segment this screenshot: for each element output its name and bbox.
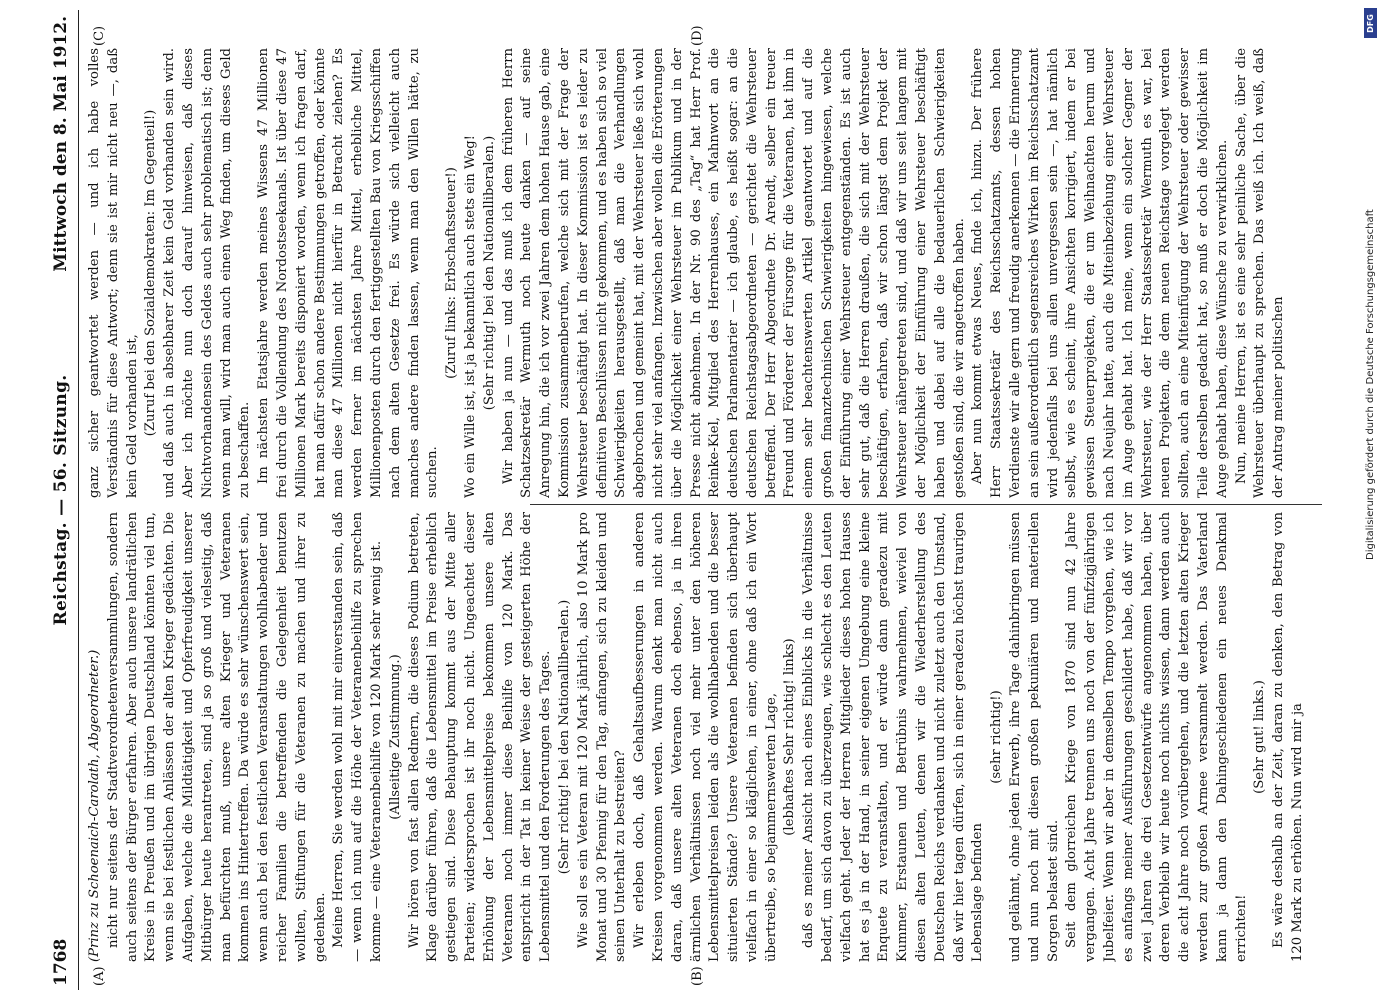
paragraph: und gelähmt, ohne jeden Erwerb, ihre Tage dahinbringen müssen und nun noch mit diesen großen pekuniären und materiellen Sorgen belastet sind.	[1008, 512, 1061, 962]
paragraph: Aber nun kommt etwas Neues, finde ich, hinzu. Der frühere Herr Staatssekretär des Reichsschatzamts, dessen hohen Verdienste wir alle gern und freudig anerkennen — die Erinnerung an sein außerordentlich segensreiches Wirken im Reichsschatzamt wird jedenfalls bei uns allen unvergessen sein —, hat nämlich selbst, wie es scheint, ihre Ansichten korrigiert, indem er bei gewissen Steuerprojekten, die er um Weihnachten herum und nach Neujahr hatte, auch die Miteinbeziehung einer Wehrsteuer im Auge gehabt hat. Ich meine, wenn ein solcher Gegner der Wehrsteuer, wie der Herr Staatssekretär Wermuth es war, bei neuen Projekten, die dem neuen Reichstage vorgelegt werden sollten, auch an eine Miteinfügung der Wehrsteuer oder gewisser Teile derselben gedacht hat, so muß er doch die Möglichkeit im Auge gehabt haben, diese Wünsche zu verwirklichen.	[970, 48, 1230, 498]
paragraph: und daß auch in absehbarer Zeit kein Geld vorhanden sein wird. Aber ich möchte nun doch darauf hinweisen, daß dieses Nichtvorhandensein des Geldes auch sehr problematisch ist; denn wenn man will, wird man auch einen Weg finden, um dieses Geld zu beschaffen.	[162, 48, 253, 498]
paragraph: daß es meiner Ansicht nach eines Einblicks in die Verhältnisse bedarf, um sich davon zu überzeugen, wie schlecht es den Leuten vielfach geht. Jeder der Herren Mitglieder dieses hohen Hauses hat es ja in der Hand, in seiner eigenen Umgebung eine kleine Enquete zu veranstalten, und er würde dann geradezu mit Kummer, Erstaunen und Betrübnis wahrnehmen, wieviel von diesen alten Leuten, denen wir die Wiederherstellung des Deutschen Reichs verdanken und nicht zuletzt auch den Umstand, daß wir hier tagen dürfen, sich in einer geradezu höchst traurigen Lebenslage befinden	[801, 512, 986, 962]
paragraph: Im nächsten Etatsjahre werden meines Wissens 47 Millionen frei durch die Vollendung des Nordostseekanals. Ist über diese 47 Millionen Mark bereits disponiert worden, wenn ich fragen darf, hat man dafür schon andere Bestimmungen getroffen, oder könnte man diese 47 Millionen nicht hierfür in Betracht ziehen? Es werden ferner im nächsten Jahre Mittel, erhebliche Mittel, Millionenposten durch den fertiggestellten Bau von Kriegsschiffen nach dem alten Gesetze frei. Es würde sich vielleicht auch manches andere finden lassen, wenn man den Willen hätte, zu suchen.	[256, 48, 441, 498]
page-header	[48, 10, 74, 990]
interjection: (Zuruf bei den Sozialdemokraten: Im Gegenteil!)	[143, 109, 159, 437]
margin-marker-d: (D)	[690, 25, 705, 46]
margin-marker-c: (C)	[92, 25, 107, 46]
session-date: Mittwoch den 8. Mai 1912.	[51, 16, 71, 272]
paragraph: Es wäre deshalb an der Zeit, daran zu denken, den Betrag von 120 Mark zu erhöhen. Nun wird mir ja	[1271, 512, 1305, 962]
paragraph: Nun, meine Herren, ist es eine sehr peinliche Sache, über die Wehrsteuer überhaupt zu sprechen. Das weiß ich. Ich weiß, daß der Antrag meiner politischen	[1233, 48, 1287, 498]
margin-marker-a: (A)	[92, 966, 107, 986]
margin-marker-b: (B)	[690, 966, 705, 986]
page-number: 1768	[51, 938, 71, 986]
interjection: (Allseitige Zustimmung.)	[387, 654, 403, 820]
interjection: (Zuruf links: Erbschaftssteuer!)	[444, 167, 460, 379]
paragraph: ganz sicher geantwortet werden — und ich habe volles Verständnis für diese Antwort; denn sie ist mir nicht neu —, daß kein Geld vorhanden ist,	[87, 48, 140, 498]
paragraph: Wir erleben doch, daß Gehaltsaufbesserungen in anderen Kreisen vorgenommen werden. Warum denkt man nicht auch daran, daß unsere alten Veteranen doch ebenso, ja in ihren ärmlichen Verhältnissen noch viel mehr unter den höheren Lebensmittelpreisen leiden als die wohlhabenden und die besser situierten Stände? Unsere Veteranen befinden sich überhaupt vielfach in einer so kläglichen, in einer, ohne daß ich ein Wort übertreibe, so bejammernswerten Lage,	[632, 512, 779, 962]
digitization-credit	[1363, 0, 1379, 1000]
paragraph: Wir hören von fast allen Rednern, die dieses Podium betreten, Klage darüber führen, daß die Lebensmittel im Preise erheblich gestiegen sind. Diese Behauptung kommt aus der Mitte aller Parteien; widersprochen ist ihr noch nicht. Ungeachtet dieser Erhöhung der Lebensmittelpreise bekommen unsere alten Veteranen noch immer diese Beihilfe von 120 Mark. Das entspricht in der Tat in keiner Weise der gesteigerten Höhe der Lebensmittel und den Forderungen des Tages.	[406, 512, 554, 962]
paragraph: Wie soll es ein Veteran mit 120 Mark jährlich, also 10 Mark pro Monat und 30 Pfennig für den Tag, anfangen, sich zu kleiden und seinen Unterhalt zu bestreiten?	[575, 512, 629, 962]
paragraph: Seit dem glorreichen Kriege von 1870 sind nun 42 Jahre vergangen. Acht Jahre trennen uns noch von der fünfzigjährigen Jubelfeier. Wenn wir aber in demselben Tempo vorgehen, wie ich es anfangs meiner Ausführungen geschildert habe, daß wir vor zwei Jahren die drei Gesetzentwürfe angenommen haben, über deren Verbleib wir heute noch nichts wissen, dann werden auch die acht Jahre noch vorübergehen, und die letzten alten Krieger werden zur großen Armee versammelt werden. Das Vaterland kann ja dann den Dahingeschiedenen ein neues Denkmal errichten!	[1064, 512, 1249, 962]
interjection: (lebhaftes Sehr richtig! links)	[782, 638, 798, 836]
column-divider	[530, 504, 1322, 505]
paragraph: Meine Herren, Sie werden wohl mit mir einverstanden sein, daß — wenn ich nun auf die Höhe der Veteranenbeihilfe zu sprechen komme — eine Veteranenbeihilfe von 120 Mark sehr wenig ist.	[331, 512, 384, 962]
header-rule	[78, 10, 79, 990]
paragraph: Wir haben ja nun — und das muß ich dem früheren Herrn Schatzsekretär Wermuth noch heute danken — auf seine Anregung hin, die ich vor zwei Jahren dem hohen Hause gab, eine Kommission zusammenberufen, welche sich mit der Frage der Wehrsteuer beschäftigt hat. In dieser Kommission ist es leider zu definitiven Beschlüssen nicht gekommen, und es haben sich so viel Schwierigkeiten herausgestellt, daß man die Verhandlungen abgebrochen und gemeint hat, mit der Wehrsteuer ließe sich wohl nicht sehr viel anfangen. Inzwischen aber wollen die Erörterungen über die Möglichkeit einer Wehrsteuer im Publikum und in der Presse nicht abnehmen. In der Nr. 90 des „Tag“ hat Herr Prof. Reinke-Kiel, Mitglied des Herrenhauses, ein Mahnwort an die deutschen Parlamentarier — ich glaube, es heißt sogar: an die deutschen Reichstagsabgeordneten — gerichtet die Wehrsteuer betreffend. Der Herr Abgeordnete Dr. Arendt, selber ein treuer Freund und Förderer der Fürsorge für die Veteranen, hat ihm in einem sehr beachtenswerten Artikel geantwortet und auf die großen finanztechnischen Schwierigkeiten hingewiesen, welche der Einführung einer Wehrsteuer entgegenständen. Es ist auch sehr gut, daß die Herren draußen, die sich mit der Wehrsteuer beschäftigen, erfahren, daß wir schon längst dem Projekt der Wehrsteuer nähergetreten sind, und daß wir uns seit langem mit der Möglichkeit der Einführung einer Wehrsteuer beschäftigt haben und dabei auf alle die bedauerlichen Schwierigkeiten gestoßen sind, die wir angetroffen haben.	[500, 48, 967, 498]
interjection: (sehr richtig!)	[989, 690, 1005, 784]
credit-text: Digitalisierung gefördert durch die Deutsche Forschungsgemeinschaft	[1365, 209, 1376, 560]
interjection: (Sehr gut! links.)	[1252, 680, 1268, 794]
rotated-page	[40, 10, 1330, 990]
session-title: Reichstag. — 56. Sitzung.	[51, 374, 71, 626]
interjection: (Sehr richtig! bei den Nationalliberalen.)	[556, 599, 572, 875]
left-column	[86, 512, 1322, 962]
dfg-logo: DFG	[1364, 8, 1377, 38]
paragraph: nicht nur seitens der Stadtverordnetenversammlungen, sondern auch seitens der Bürger erfahren. Aber auch unsere landrätlichen Kreise in Preußen und im übrigen Deutschland könnten viel tun, wenn sie bei festlichen Anlässen der alten Krieger gedächten. Die Aufgaben, welche die Mildtätigkeit und Opferfreudigkeit unserer Mitbürger heute herantreten, sind ja so groß und vielseitig, daß man befürchten muß, unsere alten Krieger und Veteranen kommen ins Hintertreffen. Da würde es sehr wünschenswert sein, wenn auch bei den festlichen Veranstaltungen wohlhabender und reicher Familien die betreffenden die Gelegenheit benutzen wollten, Stiftungen für die Veteranen zu machen und ihrer zu gedenken.	[105, 512, 328, 962]
interjection: (Sehr richtig! bei den Nationalliberalen.)	[481, 135, 497, 411]
paragraph: Wo ein Wille ist, ist ja bekanntlich auch stets ein Weg!	[462, 135, 478, 498]
speaker-line: (Prinz zu Schoenaich-Carolath, Abgeordneter.)	[87, 649, 102, 962]
right-column	[86, 48, 1322, 498]
